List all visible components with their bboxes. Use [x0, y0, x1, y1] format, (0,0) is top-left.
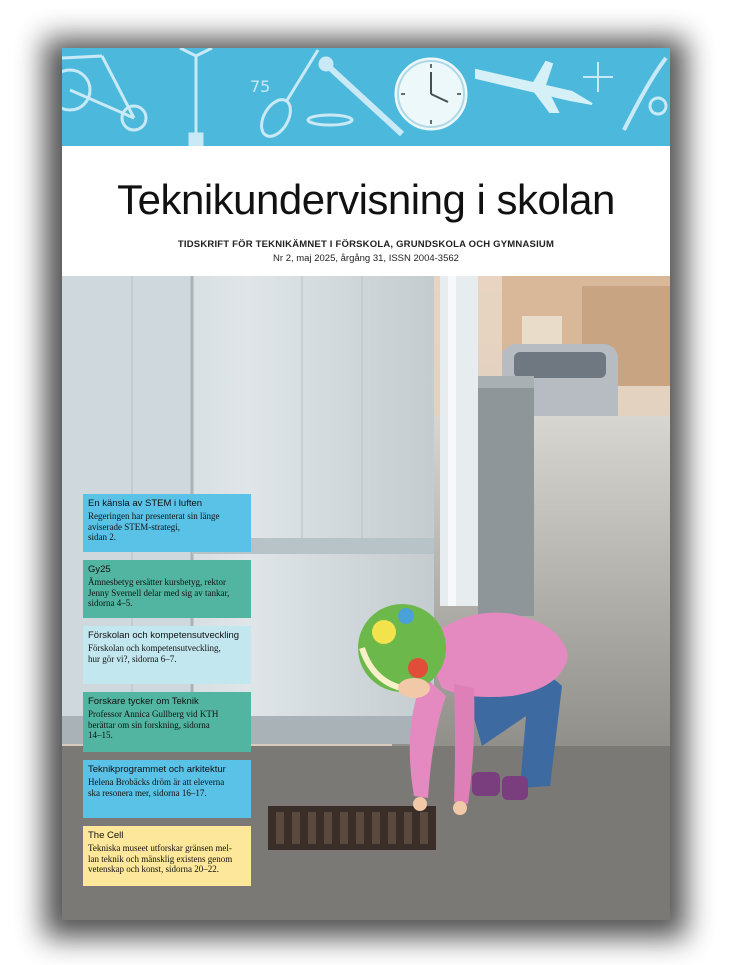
toc-item-gy25[interactable] [83, 560, 251, 618]
toc-text: Tekniska museet utforskar gränsen mel- lan teknik och mänsklig existens genom vetenskap och konst, sidorna 20–22. [88, 843, 233, 874]
star-icon [583, 62, 613, 92]
toc-text: Ämnesbetyg ersätter kursbetyg, rektor Jenny Svernell delar med sig av tankar, sidorna 4–5. [88, 577, 230, 608]
banner-illustration [62, 48, 670, 146]
toc-heading: The Cell [88, 830, 124, 841]
bicycle-icon [62, 56, 146, 130]
masthead [62, 146, 670, 276]
screw-icon [320, 58, 402, 134]
issue-info: Nr 2, maj 2025, årgång 31, ISSN 2004-3562 [273, 253, 459, 264]
clock-icon [396, 59, 466, 129]
safety-pin-icon [308, 115, 352, 125]
toc-text: Regeringen har presenterat sin länge aviserade STEM-strategi, sidan 2. [88, 511, 220, 542]
magazine-title: Teknikundervisning i skolan [117, 176, 615, 223]
banner-number: 75 [250, 77, 271, 96]
toc-item-forskolan[interactable] [83, 626, 251, 684]
toc-text: Professor Annica Gullberg vid KTH berättar om sin forskning, sidorna 14–15. [88, 709, 219, 740]
toc-item-teknikprogrammet[interactable] [83, 760, 251, 818]
toc-item-stem[interactable] [83, 494, 251, 552]
airplane-icon [476, 62, 592, 112]
toc-heading: En känsla av STEM i luften [88, 498, 203, 509]
toc-heading: Förskolan och kompetensutveckling [88, 630, 240, 641]
toc-item-the-cell[interactable] [83, 826, 251, 886]
cover-banner [62, 48, 670, 146]
toc-item-forskare[interactable] [83, 692, 251, 752]
toc-text: Helena Brobäcks dröm är att eleverna ska resonera mer, sidorna 16–17. [88, 777, 225, 798]
feather-icon [624, 58, 666, 130]
zipper-icon [180, 48, 212, 146]
toc-heading: Forskare tycker om Teknik [88, 696, 199, 707]
toc-heading: Teknikprogrammet och arkitektur [88, 764, 226, 775]
magazine-cover [62, 48, 670, 920]
toc-text: Förskolan och kompetensutveckling, hur gör vi?, sidorna 6–7. [88, 643, 221, 664]
toc-heading: Gy25 [88, 564, 111, 575]
magazine-subtitle: TIDSKRIFT FÖR TEKNIKÄMNET I FÖRSKOLA, GRUNDSKOLA OCH GYMNASIUM [177, 239, 555, 250]
